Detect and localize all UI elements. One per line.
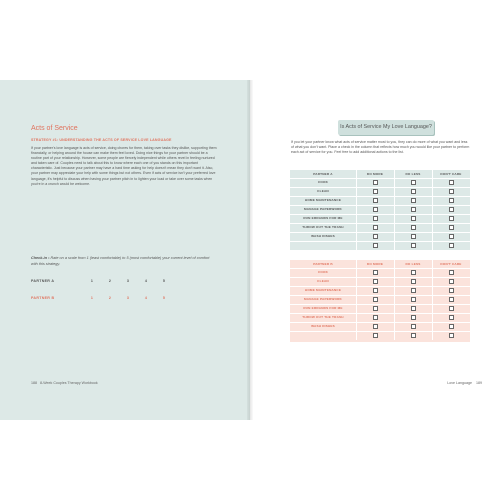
service-label: MANAGE PAPERWORK [304,297,342,301]
checkbox-dont-care[interactable] [449,333,454,338]
table-row [290,214,470,223]
checkbox-do-less[interactable] [411,333,416,338]
checkbox-do-less[interactable] [411,180,416,185]
cell-dont-care [432,196,470,205]
cell-do-less [394,268,432,277]
checkbox-dont-care[interactable] [449,297,454,302]
column-divider [432,170,433,250]
checkbox-do-less[interactable] [411,216,416,221]
table-row [290,223,470,232]
checkbox-do-more[interactable] [373,333,378,338]
scale-b-option-1[interactable]: 1 [90,296,94,300]
column-divider [394,260,395,340]
checkbox-do-more[interactable] [373,189,378,194]
cell-do-less [394,277,432,286]
scale-label-partner-a: PARTNER A [31,279,55,283]
cell-dont-care [432,322,470,331]
service-label: RUN ERRANDS FOR ME [303,216,343,220]
cell-dont-care [432,313,470,322]
table-row [290,313,470,322]
cell-dont-care [432,187,470,196]
cell-do-more [356,286,394,295]
partner-b-table [290,260,470,342]
cell-do-more [356,241,394,250]
cell-do-less [394,223,432,232]
checkbox-do-more[interactable] [373,198,378,203]
table-header-cell: PARTNER A [313,172,333,176]
cell-do-more [356,178,394,187]
cell-dont-care [432,205,470,214]
checkin-text: • Rate on a scale from 1 (least comfortable) to 5 (most comfortable) your current level of comfort with this strategy. [31,256,210,266]
cell-do-less [394,232,432,241]
checkbox-do-less[interactable] [411,270,416,275]
checkbox-dont-care[interactable] [449,270,454,275]
worksheet-intro: If you let your partner know what acts of service matter most to you, they can do more of what you want and less of what you don't want. Place a check in the column that reflects how much you would like your partner to perform each act of service for you. Feel free to add additional actions to the list. [291,140,470,154]
table-row [290,322,470,331]
table-header-cell: DO MORE [366,262,384,266]
checkbox-dont-care[interactable] [449,279,454,284]
checkbox-dont-care[interactable] [449,198,454,203]
cell-do-less [394,313,432,322]
column-divider [356,170,357,250]
checkin-label: Check-in [31,256,48,260]
checkbox-dont-care[interactable] [449,189,454,194]
checkbox-do-more[interactable] [373,180,378,185]
cell-do-less [394,331,432,340]
cell-do-more [356,196,394,205]
right-running-title: Love Language [447,381,472,385]
checkbox-do-more[interactable] [373,270,378,275]
checkbox-dont-care[interactable] [449,207,454,212]
cell-do-less [394,196,432,205]
table-header-cell: DO MORE [366,172,384,176]
cell-dont-care [432,295,470,304]
left-footer [31,381,98,385]
cell-do-more [356,277,394,286]
service-label: THROW OUT THE TRASH [302,225,344,229]
checkbox-dont-care[interactable] [449,234,454,239]
body-paragraph: If your partner's love language is acts of service, doing chores for them, taking over tasks they dislike, supporting them financially, or helping around the house can make them feel loved. Doing nice things for your partner should be a routine part of your relationship. However, some people are fiercely independent while others revel in feeling nurtured and taken care of. Couples need to talk about this to know where each one of you stands on this important characteristic. Just because your partner may have a hard time asking for help doesn't mean they don't want it. Also, your partner may appreciate your help with some things but not others. Even if acts of service isn't your preferred love language, it's helpful to discuss when having your partner pitch in to lighten your load or take over some tasks when you're in a crunch would be welcome. [31,146,217,186]
service-label [290,241,356,250]
table-row [290,304,470,313]
checkbox-do-less[interactable] [411,306,416,311]
checkbox-do-more[interactable] [373,306,378,311]
right-footer [447,381,482,385]
column-divider [356,260,357,340]
cell-dont-care [432,223,470,232]
table-row [290,205,470,214]
checkbox-dont-care[interactable] [449,225,454,230]
column-divider [394,170,395,250]
strategy-heading: STRATEGY #1: UNDERSTANDING THE ACTS OF SERVICE LOVE LANGUAGE [31,138,172,142]
checkbox-dont-care[interactable] [449,216,454,221]
checkbox-do-more[interactable] [373,279,378,284]
table-row [290,178,470,187]
cell-do-more [356,313,394,322]
checkbox-do-more[interactable] [373,216,378,221]
checkbox-do-more[interactable] [373,243,378,248]
scale-a-option-5[interactable]: 5 [162,279,166,283]
checkbox-do-less[interactable] [411,198,416,203]
left-running-title: 8-Week Couples Therapy Workbook [40,381,98,385]
scale-b-option-2[interactable]: 2 [108,296,112,300]
service-label: WASH DISHES [311,234,335,238]
checkbox-dont-care[interactable] [449,288,454,293]
section-title: Acts of Service [31,125,78,132]
right-page-number: 189 [476,381,482,385]
worksheet-heading: Is Acts of Service My Love Language? [340,124,432,130]
checkbox-do-less[interactable] [411,243,416,248]
scale-b-option-3[interactable]: 3 [126,296,130,300]
cell-do-more [356,295,394,304]
checkbox-dont-care[interactable] [449,180,454,185]
checkbox-dont-care[interactable] [449,324,454,329]
book-spread [0,80,500,420]
checkbox-do-more[interactable] [373,288,378,293]
service-label: CLEAN [317,279,329,283]
checkbox-do-less[interactable] [411,315,416,320]
partner-a-table [290,170,470,250]
cell-dont-care [432,178,470,187]
table-header-cell: DON'T CARE [440,172,462,176]
left-page [0,80,250,420]
checkbox-do-more[interactable] [373,225,378,230]
table-row [290,187,470,196]
cell-dont-care [432,241,470,250]
cell-do-more [356,232,394,241]
service-label: COOK [317,270,329,274]
checkbox-do-less[interactable] [411,288,416,293]
table-row [290,241,470,250]
scale-b-option-5[interactable]: 5 [162,296,166,300]
cell-dont-care [432,331,470,340]
worksheet-heading-box [338,120,434,135]
cell-do-less [394,187,432,196]
table-row [290,295,470,304]
checkbox-do-more[interactable] [373,315,378,320]
cell-do-more [356,331,394,340]
left-page-number: 188 [31,381,37,385]
cell-do-more [356,304,394,313]
scale-a-option-4[interactable]: 4 [144,279,148,283]
cell-do-less [394,178,432,187]
cell-dont-care [432,286,470,295]
table-header-cell: DO LESS [405,172,421,176]
cell-do-more [356,322,394,331]
cell-do-more [356,223,394,232]
checkbox-do-less[interactable] [411,207,416,212]
cell-dont-care [432,304,470,313]
checkbox-do-more[interactable] [373,297,378,302]
cell-do-less [394,286,432,295]
checkbox-do-less[interactable] [411,297,416,302]
cell-do-more [356,268,394,277]
scale-a-option-2[interactable]: 2 [108,279,112,283]
right-page [250,80,500,420]
service-label: CLEAN [317,189,329,193]
table-header-cell: PARTNER B [313,262,333,266]
cell-do-more [356,214,394,223]
checkbox-dont-care[interactable] [449,315,454,320]
table-header-cell: DON'T CARE [440,262,462,266]
service-label: HOME MAINTENANCE [304,198,342,202]
checkbox-do-more[interactable] [373,324,378,329]
cell-dont-care [432,268,470,277]
column-divider [432,260,433,340]
cell-do-more [356,187,394,196]
cell-dont-care [432,232,470,241]
checkbox-do-less[interactable] [411,234,416,239]
service-label: MANAGE PAPERWORK [304,207,342,211]
table-row [290,277,470,286]
cell-do-less [394,205,432,214]
table-row [290,286,470,295]
scale-b-option-4[interactable]: 4 [144,296,148,300]
table-header-row [290,260,470,268]
checkbox-do-less[interactable] [411,279,416,284]
cell-do-less [394,304,432,313]
checkbox-dont-care[interactable] [449,243,454,248]
table-header-cell: DO LESS [405,262,421,266]
cell-do-less [394,322,432,331]
scale-a-option-3[interactable]: 3 [126,279,130,283]
table-row [290,196,470,205]
scale-label-partner-b: PARTNER B [31,296,55,300]
service-label [290,331,356,340]
cell-do-less [394,241,432,250]
cell-do-less [394,295,432,304]
service-label: COOK [317,180,329,184]
table-row [290,268,470,277]
table-row [290,232,470,241]
service-label: HOME MAINTENANCE [304,288,342,292]
scale-a-option-1[interactable]: 1 [90,279,94,283]
checkbox-dont-care[interactable] [449,306,454,311]
service-label: THROW OUT THE TRASH [302,315,344,319]
checkbox-do-less[interactable] [411,225,416,230]
service-label: RUN ERRANDS FOR ME [303,306,343,310]
book-gutter [247,80,253,420]
table-header-row [290,170,470,178]
checkbox-do-less[interactable] [411,189,416,194]
checkbox-do-more[interactable] [373,234,378,239]
checkbox-do-less[interactable] [411,324,416,329]
service-label: WASH DISHES [311,324,335,328]
table-row [290,331,470,340]
checkin-instruction [31,256,211,267]
cell-do-less [394,214,432,223]
cell-dont-care [432,277,470,286]
checkbox-do-more[interactable] [373,207,378,212]
cell-dont-care [432,214,470,223]
cell-do-more [356,205,394,214]
